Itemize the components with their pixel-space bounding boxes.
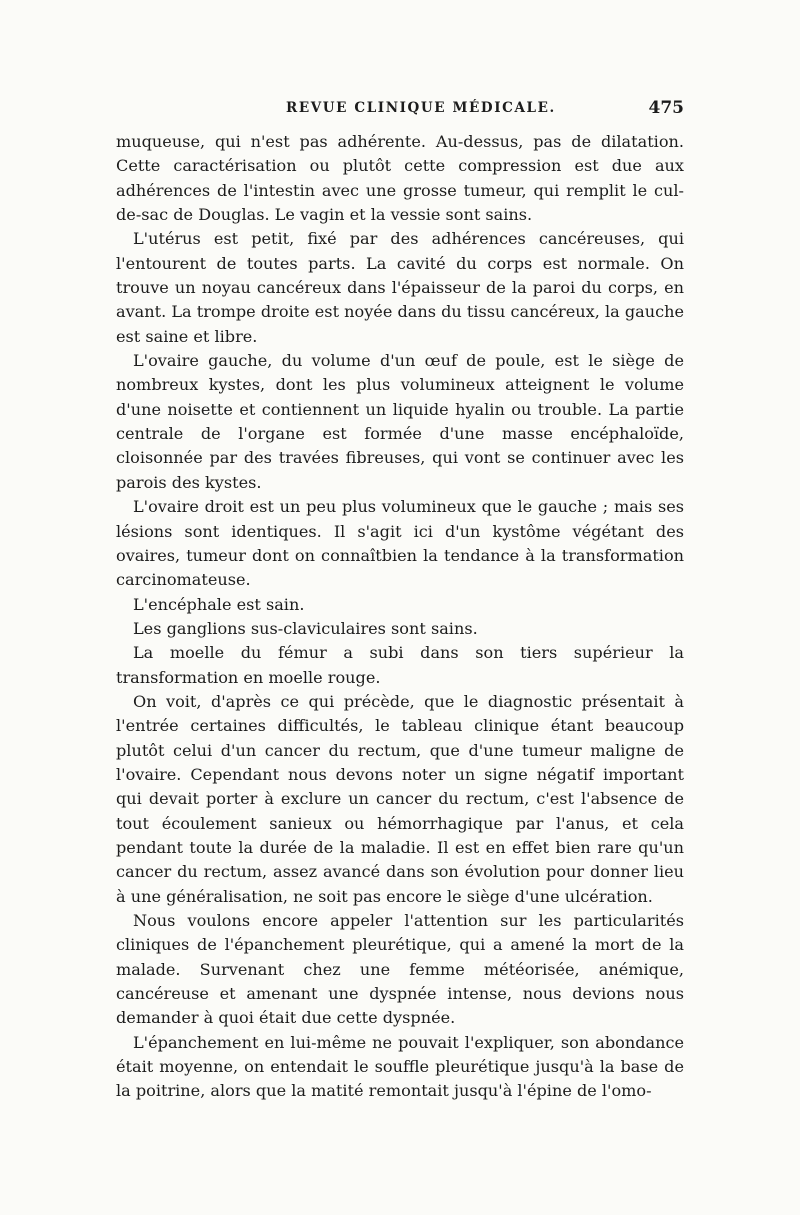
paragraph-6: Les ganglions sus-claviculaires sont sains. — [133, 618, 478, 638]
page-header — [116, 96, 684, 130]
body-text — [116, 130, 684, 1104]
running-head: REVUE CLINIQUE MÉDICALE. — [286, 100, 556, 116]
paragraph-4: L'ovaire droit est un peu plus volumineux que le gauche ; mais ses lésions sont identiques. Il s'agit ici d'un kystôme végétant des ovaires, tumeur dont on connaîtbien la tendance à la transformation carcinomateuse. — [116, 497, 684, 590]
page-number: 475 — [648, 98, 684, 118]
paragraph-8: On voit, d'après ce qui précède, que le diagnostic présentait à l'entrée certaines difficultés, le tableau clinique étant beaucoup plutôt celui d'un cancer du rectum, que d'une tumeur maligne de l'ovaire. Cependant nous devons noter un signe négatif important qui devait porter à exclure un cancer du rectum, c'est l'absence de tout écoulement sanieux ou hémorrhagique par l'anus, et cela pendant toute la durée de la maladie. Il est en effet bien rare qu'un cancer du rectum, assez avancé dans son évolution pour donner lieu à une généralisation, ne soit pas encore le siège d'une ulcération. — [116, 691, 684, 906]
document-page — [116, 96, 684, 1104]
paragraph-9: Nous voulons encore appeler l'attention sur les particularités cliniques de l'épanchement pleurétique, qui a amené la mort de la malade. Survenant chez une femme météorisée, anémique, cancéreuse et amenant une dyspnée intense, nous devions nous demander à quoi était due cette dyspnée. — [116, 911, 684, 1028]
paragraph-7: La moelle du fémur a subi dans son tiers supérieur la transformation en moelle rouge. — [116, 643, 684, 687]
paragraph-10: L'épanchement en lui-même ne pouvait l'expliquer, son abondance était moyenne, on entendait le souffle pleurétique jusqu'à la base de la poitrine, alors que la matité remontait jusqu'à l'épine de l'omo- — [116, 1032, 684, 1101]
paragraph-1: muqueuse, qui n'est pas adhérente. Au-dessus, pas de dilatation. Cette caractérisation ou plutôt cette compression est due aux adhérences de l'intestin avec une grosse tumeur, qui remplit le cul-de-sac de Douglas. Le vagin et la vessie sont sains. — [116, 132, 684, 225]
paragraph-5: L'encéphale est sain. — [133, 594, 305, 614]
paragraph-3: L'ovaire gauche, du volume d'un œuf de poule, est le siège de nombreux kystes, dont les plus volumineux atteignent le volume d'une noisette et contiennent un liquide hyalin ou trouble. La partie centrale de l'organe est formée d'une masse encéphaloïde, cloisonnée par des travées fibreuses, qui vont se continuer avec les parois des kystes. — [116, 351, 684, 492]
paragraph-2: L'utérus est petit, fixé par des adhérences cancéreuses, qui l'entourent de toutes parts. La cavité du corps est normale. On trouve un noyau cancéreux dans l'épaisseur de la paroi du corps, en avant. La trompe droite est noyée dans du tissu cancéreux, la gauche est saine et libre. — [116, 229, 684, 346]
